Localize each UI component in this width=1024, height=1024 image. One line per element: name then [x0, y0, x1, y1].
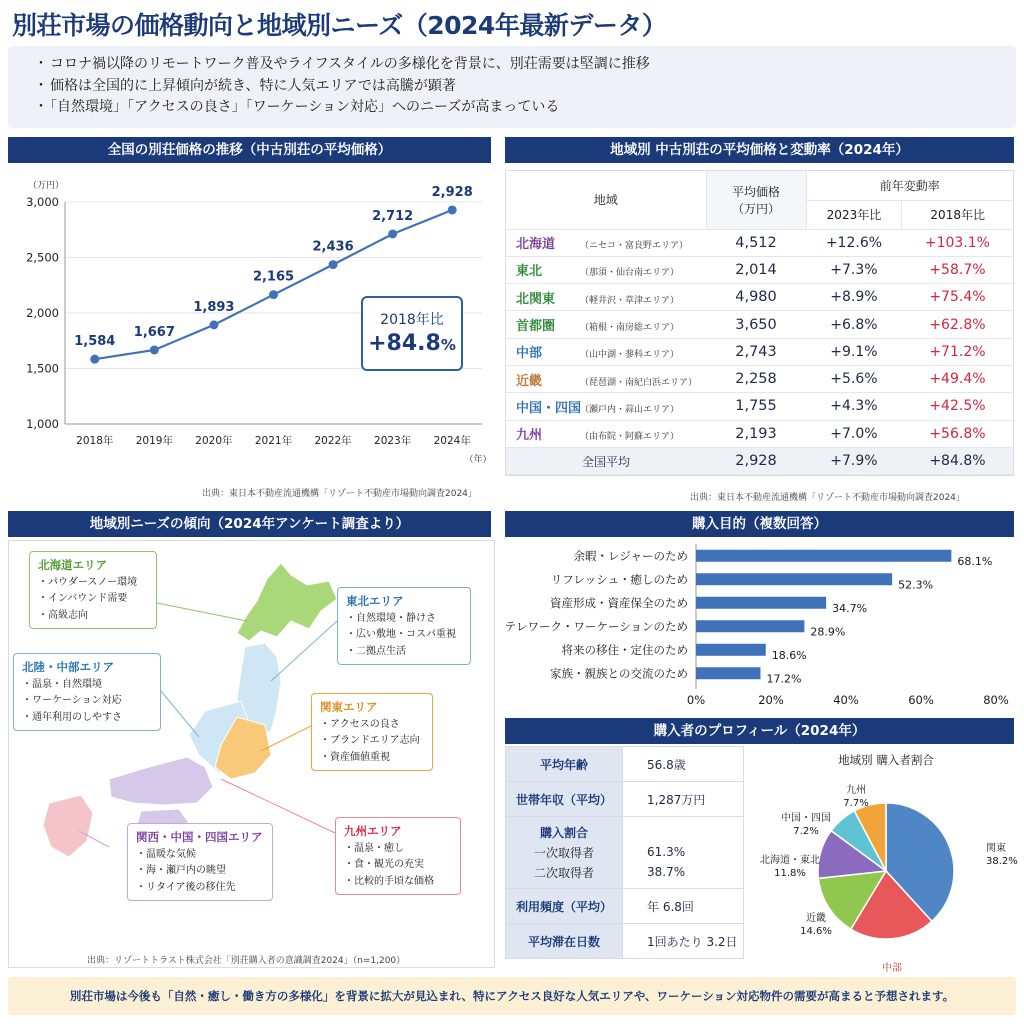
region-2023: +7.0% — [806, 420, 902, 447]
table-row — [506, 229, 1013, 256]
region-2018: +75.4% — [902, 284, 1013, 311]
category-label: 家族・親族との交流のため — [550, 666, 688, 681]
bar — [696, 644, 766, 656]
region-2018: +103.1% — [902, 229, 1013, 256]
region-2018: +42.5% — [902, 393, 1013, 420]
needs-box-hokkaido — [29, 551, 157, 629]
region-name: 九州 — [516, 428, 543, 444]
data-point — [329, 260, 338, 269]
region-area: （瀬戸内・蒜山エリア） — [580, 404, 680, 415]
needs-item: ・ リタイア後の移住先 — [136, 880, 264, 897]
price-trend-source: 出典：東日本不動産流通機構「リゾート不動産市場動向調査2024」 — [202, 489, 477, 499]
needs-item: ・ 自然環境・静けさ — [346, 611, 462, 628]
growth-badge — [361, 296, 463, 371]
regional-table-panel — [505, 170, 1014, 476]
y-tick-label: 2,000 — [26, 306, 59, 320]
category-label: 資産形成・資産保全のため — [550, 595, 688, 610]
income-value: 1,287万円 — [623, 782, 744, 817]
region-name: 首都圏 — [516, 319, 556, 335]
region-2018: +62.8% — [902, 311, 1013, 338]
needs-box-title: 関西・中国・四国エリア — [136, 830, 263, 844]
x-tick-label: 2021年 — [254, 435, 293, 447]
data-point — [448, 205, 457, 214]
price-trend-header: 全国の別荘価格の推移（中古別荘の平均価格） — [8, 137, 491, 163]
intro-bullet: ・ コロナ禍以降のリモートワーク普及やライフスタイルの多様化を背景に、別荘需要は堅調に推移 — [34, 54, 1016, 76]
needs-box-title: 北海道エリア — [38, 558, 107, 572]
needs-item: ・ アクセスの良さ — [320, 717, 424, 734]
profile-header: 購入者のプロフィール（2024年） — [505, 718, 1014, 744]
needs-item: ・ インバウンド需要 — [38, 591, 148, 608]
table-row — [506, 420, 1013, 447]
region-name: 北関東 — [516, 291, 556, 307]
region-name: 東北 — [516, 264, 543, 280]
region-2023: +6.8% — [806, 311, 902, 338]
needs-item: ・ 比較的手頃な価格 — [344, 874, 452, 891]
data-label: 2,928 — [431, 184, 473, 200]
pie-category-label: 九州 — [846, 785, 866, 796]
needs-item: ・ 温泉・自然環境 — [22, 677, 152, 694]
needs-box-tohoku — [337, 587, 471, 665]
region-price: 4,980 — [706, 284, 806, 311]
region-2018: +49.4% — [902, 365, 1013, 392]
table-row — [506, 284, 1013, 311]
region-2023: +9.1% — [806, 338, 902, 365]
kansai-shape — [109, 757, 213, 805]
region-area: （山中湖・蓼科エリア） — [580, 350, 680, 361]
region-2023: +5.6% — [806, 365, 902, 392]
needs-box-title: 北陸・中部エリア — [22, 660, 114, 674]
pie-category-label: 中部 — [882, 963, 902, 974]
growth-badge-value: +84.8 — [368, 331, 441, 356]
stay-value: 1回あたり 3.2日 — [623, 924, 744, 959]
col-price: 平均価格 — [731, 184, 780, 199]
col-2023: 2023年比 — [806, 200, 902, 229]
needs-item: ・ 温暖な気候 — [136, 847, 264, 864]
buyer-region-pie — [746, 746, 1018, 974]
profile-row — [506, 747, 744, 782]
profile-row — [506, 924, 744, 959]
data-label: 2,712 — [372, 208, 414, 224]
x-tick-label: 2022年 — [314, 435, 352, 447]
age-label: 平均年齢 — [506, 747, 623, 782]
data-point — [388, 229, 397, 238]
x-tick-label: 2023年 — [374, 435, 412, 447]
profile-row — [506, 889, 744, 924]
region-area: （箱根・南房総エリア） — [580, 323, 680, 334]
col-change: 前年変動率 — [806, 171, 1013, 200]
x-tick-label: 40% — [833, 693, 859, 707]
region-name: 近畿 — [516, 373, 543, 389]
needs-box-kansai — [127, 823, 273, 901]
x-tick-label: 60% — [908, 693, 934, 707]
needs-box-kanto — [311, 693, 433, 771]
region-area: （那須・仙台南エリア） — [580, 268, 680, 279]
pie-category-label: 近畿 — [806, 913, 826, 924]
category-label: 余暇・レジャーのため — [573, 548, 688, 563]
needs-item: ・ ブランドエリア志向 — [320, 733, 424, 750]
category-label: リフレッシュ・癒しのため — [550, 572, 688, 587]
y-axis-unit: （万円） — [28, 181, 65, 191]
needs-item: ・ 高級志向 — [38, 608, 148, 625]
intro-bullet: ・ 価格は全国的に上昇傾向が続き、特に人気エリアでは高騰が顕著 — [34, 76, 1016, 98]
needs-header: 地域別ニーズの傾向（2024年アンケート調査より） — [8, 511, 491, 537]
second-buyer-value: 38.7% — [647, 864, 686, 879]
region-2023: +4.3% — [806, 393, 902, 420]
needs-box-title: 東北エリア — [346, 594, 404, 608]
hokkaido-shape — [237, 563, 337, 641]
data-point — [150, 345, 159, 354]
region-price: 2,014 — [706, 256, 806, 283]
needs-map-panel — [8, 540, 495, 968]
region-2023: +8.9% — [806, 284, 902, 311]
region-price: 2,258 — [706, 365, 806, 392]
growth-badge-suffix: % — [440, 336, 456, 354]
average-2023: +7.9% — [806, 447, 902, 474]
x-tick-label: 20% — [758, 693, 784, 707]
region-name: 中国・四国 — [516, 400, 582, 416]
needs-item: ・ パウダースノー環境 — [38, 575, 148, 592]
data-label: 2,436 — [312, 239, 354, 255]
frequency-label: 利用頻度（平均） — [506, 889, 623, 924]
region-name: 北海道 — [516, 237, 556, 253]
x-tick-label: 2024年 — [433, 435, 471, 447]
purpose-bar-chart — [505, 540, 1014, 712]
needs-item: ・ 通年利用のしやすさ — [22, 710, 152, 727]
needs-item: ・ 海・瀬戸内の眺望 — [136, 863, 264, 880]
needs-item: ・ ワーケーション対応 — [22, 693, 152, 710]
pie-title: 地域別 購入者割合 — [838, 753, 934, 767]
bar-value-label: 17.2% — [766, 672, 802, 686]
region-name: 中部 — [516, 346, 543, 362]
region-2018: +71.2% — [902, 338, 1013, 365]
table-row-average — [506, 447, 1013, 474]
y-tick-label: 1,500 — [26, 361, 59, 376]
bar-value-label: 28.9% — [810, 625, 846, 639]
bar — [696, 620, 804, 632]
first-buyer-label: 一次取得者 — [533, 845, 594, 860]
data-point — [209, 320, 218, 329]
region-price: 2,743 — [706, 338, 806, 365]
second-buyer-label: 二次取得者 — [533, 865, 594, 880]
needs-item: ・ 食・観光の充実 — [344, 857, 452, 874]
col-region: 地域 — [506, 171, 706, 229]
data-label: 1,584 — [74, 334, 116, 350]
y-tick-label: 3,000 — [26, 195, 59, 209]
stay-label: 平均滞在日数 — [506, 924, 623, 959]
needs-item: ・ 広い敷地・コスパ重視 — [346, 627, 462, 644]
regional-table-source: 出典：東日本不動産流通機構「リゾート不動産市場動向調査2024」 — [690, 493, 965, 503]
bar — [696, 667, 761, 679]
table-row — [506, 393, 1013, 420]
page-title: 別荘市場の価格動向と地域別ニーズ（2024年最新データ） — [12, 11, 667, 40]
region-area: （ニセコ・富良野エリア） — [580, 241, 689, 252]
needs-source: 出典：リゾートトラスト株式会社「別荘購入者の意識調査2024」（n=1,200） — [87, 956, 406, 966]
region-2023: +12.6% — [806, 229, 902, 256]
y-tick-label: 2,500 — [26, 250, 59, 265]
col-2018: 2018年比 — [902, 200, 1013, 229]
col-price-unit: （万円） — [731, 201, 780, 216]
table-row — [506, 311, 1013, 338]
frequency-value: 年 6.8回 — [623, 889, 744, 924]
bar — [696, 597, 826, 609]
pie-category-label: 中国・四国 — [781, 813, 831, 824]
needs-item: ・ 資産価値重視 — [320, 750, 424, 767]
bar-value-label: 18.6% — [771, 648, 807, 662]
region-price: 2,193 — [706, 420, 806, 447]
bar — [696, 550, 951, 562]
region-price: 4,512 — [706, 229, 806, 256]
data-point — [90, 355, 99, 364]
data-point — [269, 290, 278, 299]
region-area: （軽井沢・草津エリア） — [580, 295, 680, 306]
needs-item: ・ 温泉・癒し — [344, 841, 452, 858]
first-buyer-value: 61.3% — [647, 844, 686, 859]
table-row — [506, 338, 1013, 365]
pie-category-label: 関東 — [986, 843, 1006, 854]
region-2018: +56.8% — [902, 420, 1013, 447]
pie-value-label: 14.6% — [800, 926, 832, 937]
growth-badge-label: 2018年比 — [380, 312, 444, 328]
category-label: 将来の移住・定住のため — [561, 642, 688, 657]
kyushu-shape — [43, 795, 93, 857]
data-label: 1,893 — [193, 299, 235, 315]
region-2023: +7.3% — [806, 256, 902, 283]
category-label: テレワーク・ワーケーションのため — [504, 619, 688, 634]
x-tick-label: 0% — [686, 693, 706, 707]
region-price: 3,650 — [706, 311, 806, 338]
bar-value-label: 34.7% — [832, 601, 868, 615]
average-2018: +84.8% — [902, 447, 1013, 474]
purpose-header: 購入目的（複数回答） — [505, 511, 1014, 537]
profile-table — [505, 746, 744, 959]
x-tick-label: 2018年 — [76, 435, 114, 447]
table-row — [506, 256, 1013, 283]
needs-box-title: 関東エリア — [320, 700, 378, 714]
region-price: 1,755 — [706, 393, 806, 420]
regional-table-header: 地域別 中古別荘の平均価格と変動率（2024年） — [505, 137, 1014, 163]
age-value: 56.8歳 — [623, 747, 744, 782]
needs-box-chubu — [13, 653, 161, 731]
region-area: （由布院・阿蘇エリア） — [580, 432, 680, 443]
y-tick-label: 1,000 — [26, 417, 59, 431]
x-tick-label: 2019年 — [135, 435, 173, 447]
bar-value-label: 52.3% — [898, 578, 934, 592]
data-label: 1,667 — [133, 324, 175, 340]
regional-price-table — [506, 171, 1013, 475]
bar — [696, 573, 892, 585]
region-area: （琵琶湖・南紀白浜エリア） — [580, 377, 698, 388]
footer-summary: 別荘市場は今後も「自然・癒し・働き方の多様化」を背景に拡大が見込まれ、特にアクセス良好な人気エリアや、ワーケーション対応物件の需要が高まると予想されます。 — [8, 977, 1016, 1015]
ratio-label: 購入割合 — [539, 825, 588, 840]
x-tick-label: 80% — [983, 693, 1009, 707]
bar-value-label: 68.1% — [957, 554, 993, 568]
pie-value-label: 7.2% — [793, 826, 819, 837]
x-tick-label: 2020年 — [195, 435, 233, 447]
x-axis-unit: （年） — [464, 455, 492, 465]
average-price: 2,928 — [706, 447, 806, 474]
needs-item: ・ 二拠点生活 — [346, 644, 462, 661]
table-row — [506, 365, 1013, 392]
pie-value-label: 7.7% — [843, 798, 869, 809]
region-2018: +58.7% — [902, 256, 1013, 283]
pie-value-label: 38.2% — [986, 856, 1018, 867]
profile-row — [506, 817, 744, 889]
average-label: 全国平均 — [506, 447, 706, 474]
needs-box-kyushu — [335, 817, 461, 895]
profile-row — [506, 782, 744, 817]
pie-value-label: 11.8% — [774, 868, 806, 879]
intro-summary — [8, 46, 1016, 128]
pie-category-label: 北海道・東北 — [760, 855, 820, 866]
income-label: 世帯年収（平均） — [506, 782, 623, 817]
needs-box-title: 九州エリア — [344, 824, 402, 838]
intro-bullet: ・ 「自然環境」「アクセスの良さ」「ワーケーション対応」へのニーズが高まっている — [34, 97, 1016, 119]
data-label: 2,165 — [252, 269, 295, 285]
